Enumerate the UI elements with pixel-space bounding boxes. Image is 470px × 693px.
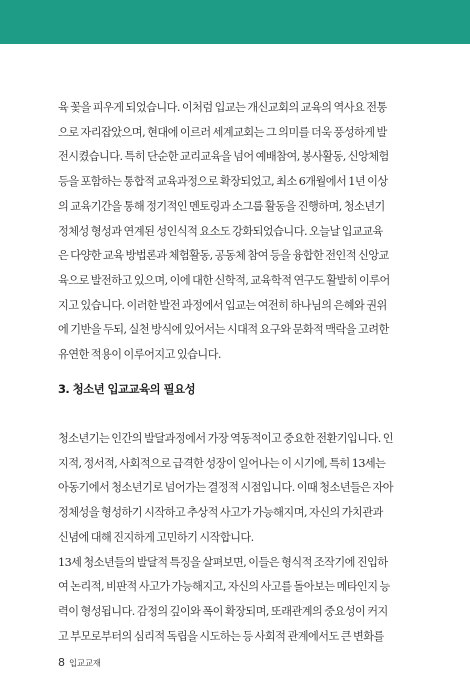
text-line: 육으로 발전하고 있으며, 이에 대한 신학적, 교육학적 연구도 활발히 이루어 [58, 273, 390, 287]
text-line: 정체성을 형성하기 시작하고 추상적 사고가 가능해지며, 자신의 가치관과 [58, 506, 383, 520]
text-line: 여 논리적, 비판적 사고가 가능해지고, 자신의 사고를 돌아보는 메타인지 능 [58, 580, 390, 594]
text-line: 전시켰습니다. 특히 단순한 교리교육을 넘어 예배참여, 봉사활동, 신앙체험 [58, 150, 389, 164]
text-line: 육 꽃을 피우게 되었습니다. 이처럼 입교는 개신교회의 교육의 역사요 전통 [58, 101, 387, 114]
text-line: 의 교육기간을 통해 정기적인 멘토링과 소그룹 활동을 진행하며, 청소년기 [58, 199, 385, 213]
body-text-block-1 [58, 96, 406, 368]
text-line: 고 부모로부터의 심리적 독립을 시도하는 등 사회적 관계에서도 큰 변화를 [58, 629, 384, 643]
page-number: 8 [58, 656, 65, 669]
text-line: 청소년기는 인간의 발달과정에서 가장 역동적이고 중요한 전환기입니다. 인 [58, 432, 394, 445]
page-footer [58, 656, 101, 669]
paragraph [58, 427, 406, 649]
text-line: 으로 자리잡았으며, 현대에 이르러 세계교회는 그 의미를 더욱 풍성하게 발 [58, 125, 387, 139]
text-line: 지적, 정서적, 사회적으로 급격한 성장이 일어나는 이 시기에, 특히 13세는 [58, 456, 386, 470]
body-text-block-2 [58, 427, 406, 649]
text-line: 력이 형성됩니다. 감정의 깊이와 폭이 확장되며, 또래관계의 중요성이 커지 [58, 604, 388, 618]
text-line: 지고 있습니다. 이러한 발전 과정에서 입교는 여전히 하나님의 은혜와 권위 [58, 298, 387, 312]
paragraph [58, 96, 406, 368]
text-line: 아동기에서 청소년기로 넘어가는 결정적 시점입니다. 이때 청소년들은 자아 [58, 481, 394, 495]
section-heading: 3. 청소년 입교교육의 필요성 [58, 382, 195, 396]
text-line: 신념에 대해 진지하게 고민하기 시작합니다. [58, 530, 254, 544]
text-line: 정체성 형성과 연계된 성인식적 요소도 강화되었습니다. 오늘날 입교교육 [58, 224, 383, 238]
text-line: 등을 포함하는 통합적 교육과정으로 확장되었고, 최소 6개월에서 1년 이상 [58, 175, 388, 189]
text-line: 유연한 적용이 이루어지고 있습니다. [58, 348, 221, 362]
text-line: 13세 청소년들의 발달적 특징을 살펴보면, 이들은 형식적 조작기에 진입하 [58, 555, 388, 569]
running-title: 입교교재 [69, 659, 101, 669]
header-color-band [0, 0, 470, 44]
text-line: 은 다양한 교육 방법론과 체험활동, 공동체 참여 등을 융합한 전인적 신앙교 [58, 249, 389, 263]
text-line: 에 기반을 두되, 실천 방식에 있어서는 시대적 요구와 문화적 맥락을 고려한 [58, 323, 389, 337]
